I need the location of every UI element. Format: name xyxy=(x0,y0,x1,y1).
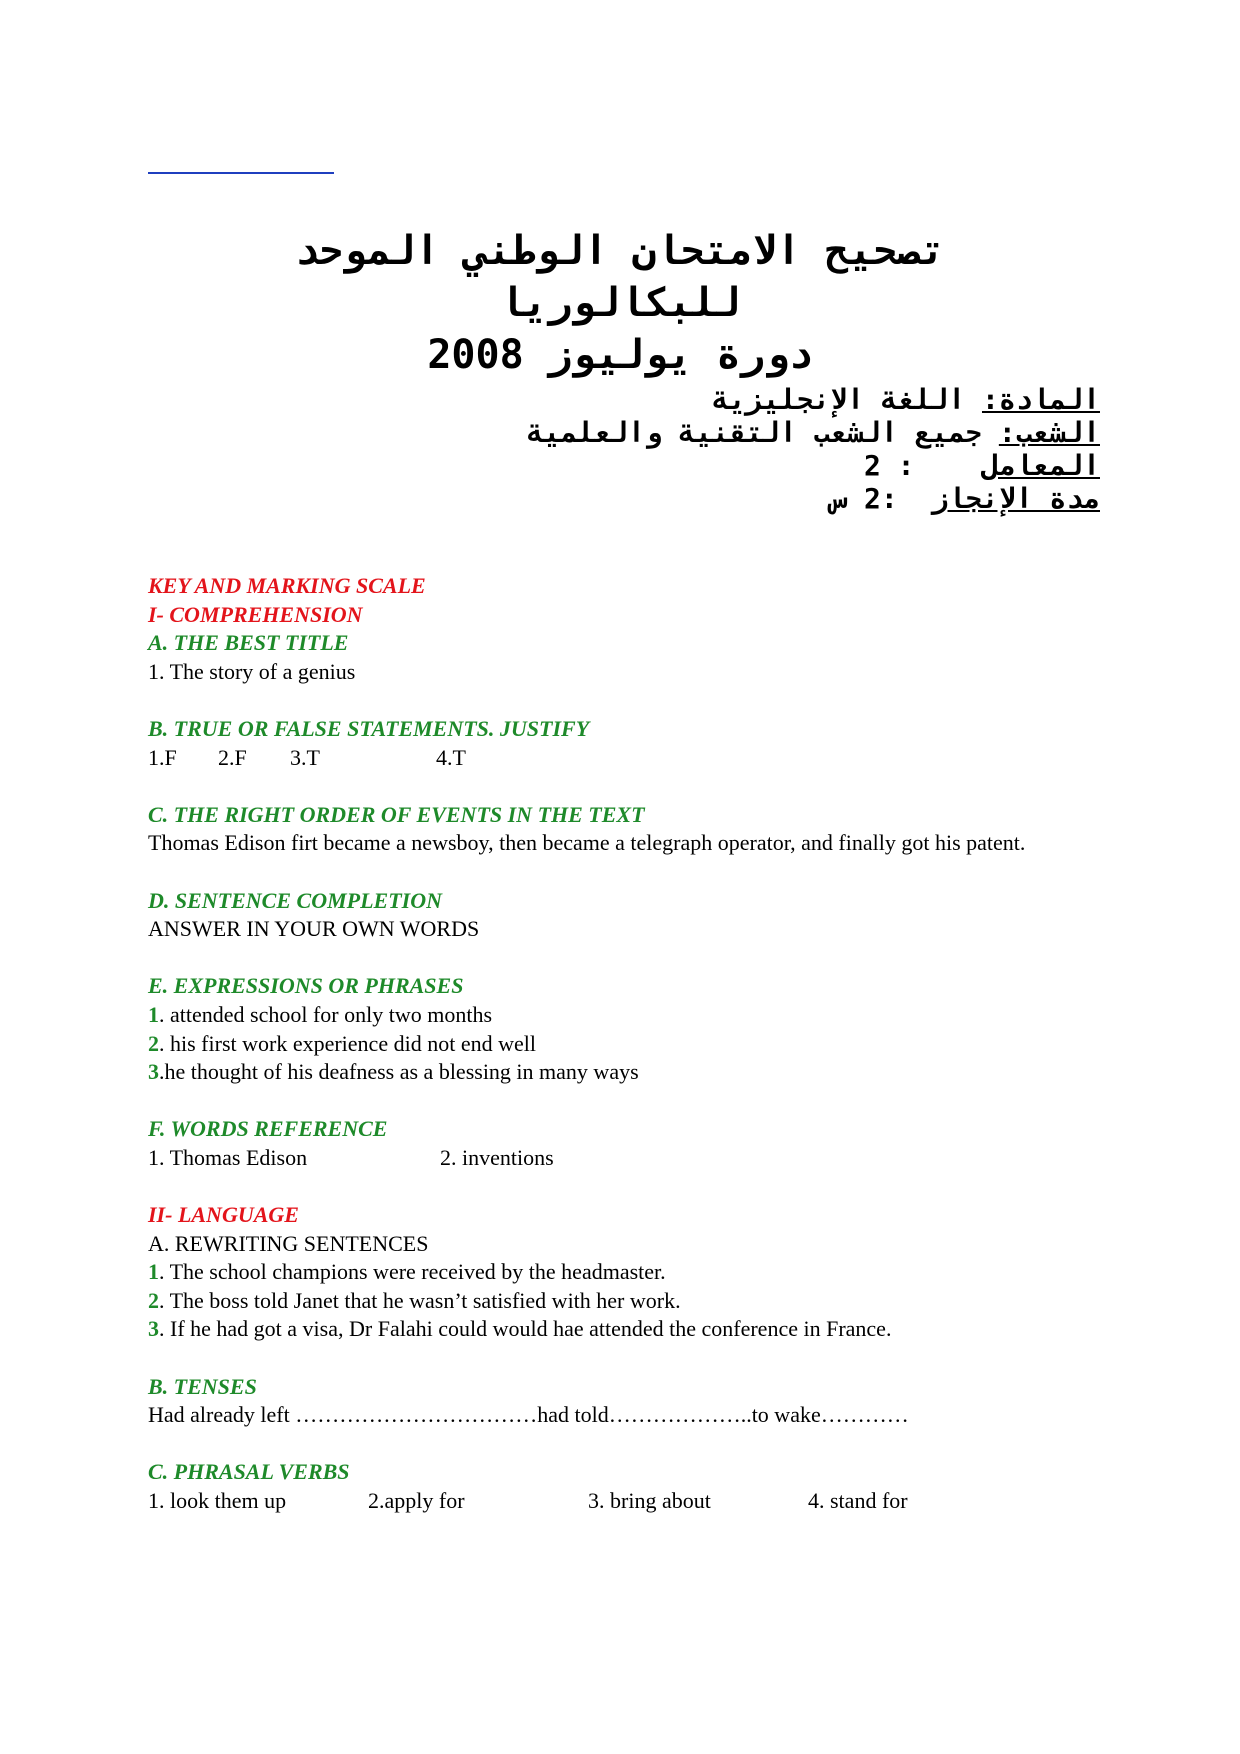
item-text: . The school champions were received by the headmaster. xyxy=(159,1259,666,1285)
duration-label: مدة الإنجاز xyxy=(931,482,1100,515)
reference-answer-2: 2. inventions xyxy=(440,1144,554,1170)
comprehension-heading: I- COMPREHENSION xyxy=(148,601,363,627)
completion-heading: D. SENTENCE COMPLETION xyxy=(148,887,442,913)
tf-answer-1: 1.F xyxy=(148,744,177,770)
item-text: . attended school for only two months xyxy=(159,1001,493,1027)
subject-label: المادة: xyxy=(981,383,1100,416)
order-answer: Thomas Edison firt became a newsboy, then became a telegraph operator, and finally got his patent. xyxy=(148,830,1026,856)
streams-label: الشعب: xyxy=(998,416,1100,449)
language-heading: II- LANGUAGE xyxy=(148,1202,299,1228)
best-title-heading: A. THE BEST TITLE xyxy=(148,630,349,656)
item-number: 1 xyxy=(148,1259,159,1285)
tf-answer-3: 3.T xyxy=(290,744,320,770)
item-text: .he thought of his deafness as a blessing in many ways xyxy=(159,1059,639,1085)
expression-item xyxy=(148,1058,1108,1087)
spacer xyxy=(148,1172,1108,1201)
true-false-heading: B. TRUE OR FALSE STATEMENTS. JUSTIFY xyxy=(148,715,590,741)
item-text: . The boss told Janet that he wasn’t satisfied with her work. xyxy=(159,1287,681,1313)
tenses-heading: B. TENSES xyxy=(148,1373,257,1399)
duration-value: :2 س xyxy=(830,482,932,515)
rewriting-item xyxy=(148,1258,1108,1287)
true-false-answers xyxy=(148,744,1108,773)
coefficient-value: : 2 xyxy=(863,449,982,482)
item-number: 3 xyxy=(148,1059,159,1085)
item-number: 2 xyxy=(148,1030,159,1056)
phrasal-heading: C. PHRASAL VERBS xyxy=(148,1459,350,1485)
spacer xyxy=(148,772,1108,801)
item-text: . If he had got a visa, Dr Falahi could would hae attended the conference in France. xyxy=(159,1316,892,1342)
item-text: . his first work experience did not end well xyxy=(159,1030,536,1056)
streams-row xyxy=(526,416,1100,449)
phrasal-answers xyxy=(148,1487,1108,1516)
reference-answers xyxy=(148,1144,1108,1173)
item-number: 1 xyxy=(148,1001,159,1027)
phrasal-answer-2: 2.apply for xyxy=(368,1488,465,1513)
duration-row xyxy=(830,482,1100,515)
item-number: 2 xyxy=(148,1287,159,1313)
rewriting-item xyxy=(148,1315,1108,1344)
tf-answer-4: 4.T xyxy=(436,744,466,770)
phrasal-answer-4: 4. stand for xyxy=(808,1488,908,1513)
coefficient-label: المعامل xyxy=(981,449,1100,482)
phrasal-answer-3: 3. bring about xyxy=(588,1488,711,1513)
title-line-1: تصحيح الامتحان الوطني الموحد xyxy=(294,228,946,274)
answer-key-body xyxy=(148,572,1108,1516)
phrasal-answer-1: 1. look them up xyxy=(148,1488,287,1513)
reference-answer-1: 1. Thomas Edison xyxy=(148,1144,308,1170)
title-line-2: للبكالوريا xyxy=(499,280,741,326)
best-title-answer: 1. The story of a genius xyxy=(148,658,356,684)
expressions-heading: E. EXPRESSIONS OR PHRASES xyxy=(148,973,464,999)
completion-answer: ANSWER IN YOUR OWN WORDS xyxy=(148,916,480,942)
spacer xyxy=(148,1344,1108,1373)
order-heading: C. THE RIGHT ORDER OF EVENTS IN THE TEXT xyxy=(148,801,645,827)
rewriting-heading: A. REWRITING SENTENCES xyxy=(148,1230,429,1256)
reference-heading: F. WORDS REFERENCE xyxy=(148,1116,388,1142)
subject-row xyxy=(712,383,1100,416)
tf-answer-2: 2.F xyxy=(218,744,247,770)
top-divider-line xyxy=(148,172,334,174)
item-number: 3 xyxy=(148,1316,159,1342)
expression-item xyxy=(148,1030,1108,1059)
spacer xyxy=(148,686,1108,715)
spacer xyxy=(148,1087,1108,1116)
coefficient-row xyxy=(863,449,1100,482)
tenses-answer: Had already left ……………………………had told………………..to wake………… xyxy=(148,1402,909,1428)
expression-item xyxy=(148,1001,1108,1030)
title-line-3: دورة يوليوز 2008 xyxy=(427,332,813,378)
subject-value: اللغة الإنجليزية xyxy=(712,383,982,416)
spacer xyxy=(148,1430,1108,1459)
key-title: KEY AND MARKING SCALE xyxy=(148,573,426,598)
spacer xyxy=(148,944,1108,973)
streams-value: جميع الشعب التقنية والعلمية xyxy=(526,416,999,449)
rewriting-item xyxy=(148,1287,1108,1316)
spacer xyxy=(148,858,1108,887)
